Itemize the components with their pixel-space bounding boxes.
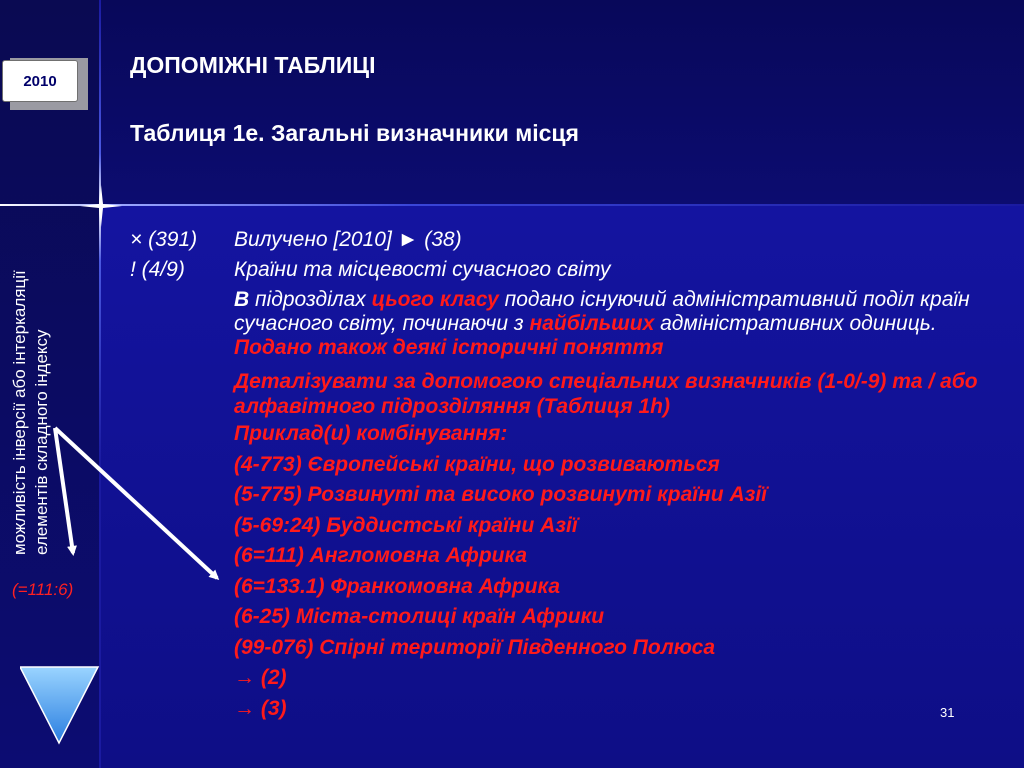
example-item: → (3)	[234, 696, 287, 720]
example-item: (6-25) Міста-столиці країн Африки	[234, 605, 605, 628]
vertical-divider	[99, 0, 101, 768]
example-item: (6=111) Англомовна Африка	[234, 544, 528, 567]
scope-note: В підрозділах цього класу подано існуючий адміністративний поділ країн сучасного світу, починаючи з найбільших адміністративних одиниць. Подано також деякі історичні поняття	[234, 288, 970, 359]
content	[130, 225, 1020, 724]
scope-note-lead: В	[234, 288, 250, 311]
examples-heading: Приклад(и) комбінування:	[234, 422, 508, 445]
page-number: 31	[940, 705, 955, 720]
side-note	[9, 165, 53, 555]
entry-text: Вилучено [2010] ► (38)	[234, 228, 462, 251]
entry-code: ! (4/9)	[130, 258, 185, 281]
title-band	[100, 0, 1024, 205]
entry-row	[130, 225, 1020, 255]
example-item: (5-775) Розвинуті та високо розвинуті країни Азії	[234, 483, 767, 506]
example-item: (99-076) Спірні території Південного Полюса	[234, 635, 716, 659]
horizontal-divider	[0, 204, 1024, 206]
side-note-line-2: елементів складного індексу	[32, 329, 51, 555]
example-item: (6=133.1) Франкомовна Африка	[234, 574, 561, 598]
table-title: Таблиця 1е. Загальні визначники місця	[130, 120, 579, 146]
entry-code: × (391)	[130, 228, 198, 251]
example-item: (5-69:24) Буддистські країни Азії	[234, 513, 578, 537]
side-reference: (=111:6)	[12, 580, 74, 599]
down-triangle-icon[interactable]	[20, 665, 100, 745]
side-note-line-1: можливість інверсії або інтеркаляції	[10, 270, 29, 555]
sparkle-icon	[80, 185, 122, 227]
example-item: (4-773) Європейські країни, що розвиваються	[234, 452, 720, 476]
year-badge: 2010	[2, 60, 78, 102]
page-title: ДОПОМІЖНІ ТАБЛИЦІ	[130, 52, 376, 78]
entry-row	[130, 255, 1020, 285]
example-item: → (2)	[234, 666, 287, 689]
detail-note: Деталізувати за допомогою спеціальних визначників (1-0/-9) та / або алфавітного підрозділяння (Таблиця 1h)	[234, 370, 978, 418]
entry-text: Країни та місцевості сучасного світу	[234, 258, 611, 281]
